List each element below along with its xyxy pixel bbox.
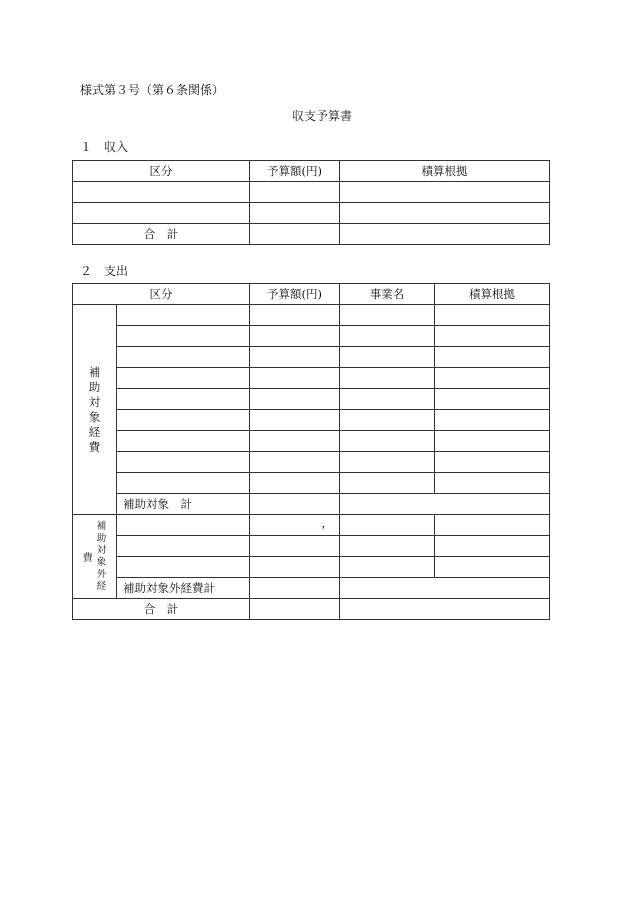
form-number: 様式第３号（第６条関係） (80, 83, 225, 97)
cell (250, 410, 340, 431)
cell (340, 452, 435, 473)
col-header-budget: 予算額(円) (250, 161, 340, 182)
cell (340, 389, 435, 410)
cell (117, 557, 250, 578)
subtotal-subsidized-label: 補助対象 計 (117, 494, 250, 515)
cell (250, 389, 340, 410)
cell (250, 578, 340, 599)
cell (117, 515, 250, 536)
subtotal-non-subsidized-label: 補助対象外経費計 (117, 578, 250, 599)
cell (250, 515, 340, 536)
cell (117, 368, 250, 389)
cell (73, 182, 250, 203)
cell (340, 326, 435, 347)
cell (340, 203, 550, 224)
cell (117, 452, 250, 473)
cell (250, 557, 340, 578)
income-header-row (73, 161, 550, 182)
cell (340, 347, 435, 368)
income-table (72, 160, 550, 245)
cell (250, 224, 340, 245)
col-header-basis: 積算根拠 (340, 161, 550, 182)
col-header-category: 区分 (73, 284, 250, 305)
expense-heading: ２ 支出 (80, 264, 129, 278)
non-subsidized-group-label: 費 補 助 対 象 外 経 (73, 515, 117, 599)
expense-total-row (73, 599, 550, 620)
cell (117, 389, 250, 410)
subtotal-subsidized-row (73, 494, 550, 515)
expense-header-row (73, 284, 550, 305)
cell (435, 389, 550, 410)
col-header-basis: 積算根拠 (435, 284, 550, 305)
cell (340, 305, 435, 326)
cell (340, 557, 435, 578)
cell (250, 305, 340, 326)
cell (250, 599, 340, 620)
table-row (73, 452, 550, 473)
col-header-category: 区分 (73, 161, 250, 182)
cell (250, 326, 340, 347)
cell (435, 431, 550, 452)
table-row (73, 326, 550, 347)
income-heading: １ 収入 (80, 140, 129, 154)
cell (340, 494, 550, 515)
cell (435, 452, 550, 473)
cell (435, 410, 550, 431)
cell (117, 536, 250, 557)
table-row (73, 305, 550, 326)
cell (117, 431, 250, 452)
cell (117, 305, 250, 326)
cell (435, 305, 550, 326)
table-row (73, 536, 550, 557)
table-row (73, 347, 550, 368)
income-total-label: 合 計 (73, 224, 250, 245)
table-row (73, 389, 550, 410)
cell (435, 368, 550, 389)
cell (435, 536, 550, 557)
cell (250, 536, 340, 557)
cell (340, 473, 435, 494)
table-row (73, 557, 550, 578)
cell (435, 515, 550, 536)
expense-total-label: 合 計 (73, 599, 250, 620)
cell (250, 473, 340, 494)
cell (250, 347, 340, 368)
expense-table (72, 283, 550, 620)
group-outer-label: 費 (82, 553, 93, 564)
cell (117, 326, 250, 347)
subtotal-non-subsidized-row (73, 578, 550, 599)
col-header-project: 事業名 (340, 284, 435, 305)
cell (340, 368, 435, 389)
cell (435, 326, 550, 347)
cell (340, 431, 435, 452)
document-title: 収支予算書 (292, 109, 353, 123)
cell (117, 410, 250, 431)
cell (250, 203, 340, 224)
cell (117, 473, 250, 494)
cell (340, 410, 435, 431)
col-header-budget: 予算額(円) (250, 284, 340, 305)
cell (117, 347, 250, 368)
table-row (73, 368, 550, 389)
cell (250, 452, 340, 473)
table-row (73, 203, 550, 224)
stray-mark: ， (321, 516, 333, 530)
subsidized-group-label: 補 助 対 象 経 費 (73, 305, 117, 515)
cell (340, 599, 550, 620)
table-row (73, 473, 550, 494)
cell (340, 515, 435, 536)
cell (435, 473, 550, 494)
cell (340, 578, 550, 599)
table-row (73, 431, 550, 452)
cell (340, 536, 435, 557)
cell (250, 368, 340, 389)
income-total-row (73, 224, 550, 245)
cell (250, 431, 340, 452)
table-row (73, 182, 550, 203)
cell (340, 182, 550, 203)
table-row (73, 410, 550, 431)
cell (250, 182, 340, 203)
cell (73, 203, 250, 224)
cell (340, 224, 550, 245)
cell (435, 557, 550, 578)
cell (435, 347, 550, 368)
table-row (73, 515, 550, 536)
cell (250, 494, 340, 515)
